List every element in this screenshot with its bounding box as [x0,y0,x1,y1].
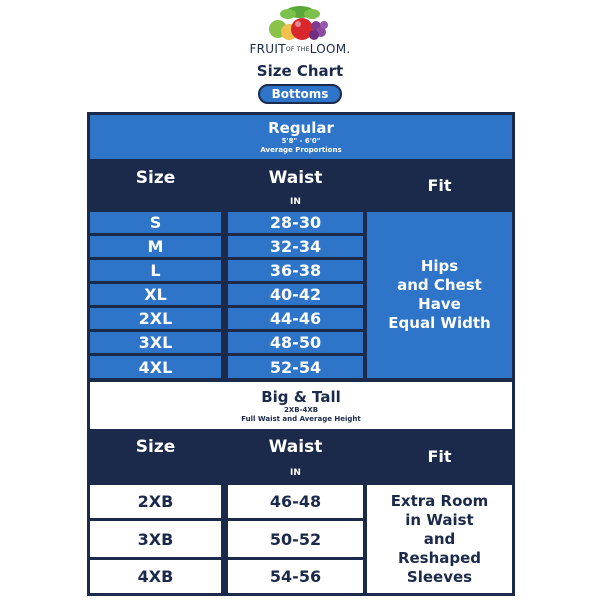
big-tall-waist-2xb: 46-48 [228,485,363,518]
regular-waist-s: 28-30 [228,212,363,233]
big-tall-waist-header: Waist [228,432,363,462]
regular-size-m: M [90,236,221,257]
regular-fit-line: Have [418,295,461,313]
page-title: Size Chart [256,62,344,80]
regular-size-s: S [90,212,221,233]
regular-section-header [90,115,512,159]
big-tall-size-4xb: 4XB [90,560,221,593]
big-tall-note: Full Waist and Average Height [241,414,361,423]
regular-waist-4xl: 52-54 [228,356,363,378]
big-tall-range: 2XB-4XB [283,405,319,414]
big-tall-fit-header: Fit [367,432,512,481]
brand-name [0,42,600,56]
regular-waist-xl: 40-42 [228,284,363,305]
big-tall-fit-line: and [423,529,456,548]
big-tall-size-header: Size [90,432,221,462]
brand-name-right: LOOM. [309,42,351,56]
big-tall-fit-description [367,485,512,593]
big-tall-title: Big & Tall [261,387,341,406]
big-tall-size-2xb: 2XB [90,485,221,518]
big-tall-section-header [90,382,512,429]
regular-waist-m: 32-34 [228,236,363,257]
regular-fit-header: Fit [367,163,512,208]
category-badge: Bottoms [258,84,342,104]
regular-waist-unit: IN [228,195,363,208]
big-tall-fit-line: Reshaped [397,548,482,567]
regular-size-l: L [90,260,221,281]
big-tall-waist-unit: IN [228,464,363,481]
regular-height: 5'8" - 6'0" [281,137,321,145]
regular-fit-description [367,212,512,378]
regular-fit-line: Hips [420,257,459,275]
brand-name-mid: OF THE [285,46,310,53]
big-tall-fit-line: Extra Room [390,491,489,510]
size-chart-table [87,112,515,596]
regular-note: Average Proportions [260,146,342,154]
regular-size-2xl: 2XL [90,308,221,329]
regular-size-header: Size [90,163,221,193]
big-tall-waist-4xb: 54-56 [228,560,363,593]
regular-waist-header: Waist [228,163,363,193]
big-tall-size-3xb: 3XB [90,521,221,557]
big-tall-fit-line: Sleeves [406,567,473,586]
regular-waist-l: 36-38 [228,260,363,281]
fruit-cluster-icon [258,5,342,45]
regular-size-3xl: 3XL [90,332,221,353]
big-tall-waist-3xb: 50-52 [228,521,363,557]
big-tall-fit-line: in Waist [405,510,474,529]
regular-size-xl: XL [90,284,221,305]
regular-size-unit-spacer [90,195,221,208]
regular-size-4xl: 4XL [90,356,221,378]
regular-waist-3xl: 48-50 [228,332,363,353]
regular-fit-line: and Chest [397,276,482,294]
big-tall-size-unit-spacer [90,464,221,481]
regular-fit-line: Equal Width [388,314,491,332]
brand-name-left: FRUIT [249,42,286,56]
regular-waist-2xl: 44-46 [228,308,363,329]
regular-title: Regular [268,119,334,137]
